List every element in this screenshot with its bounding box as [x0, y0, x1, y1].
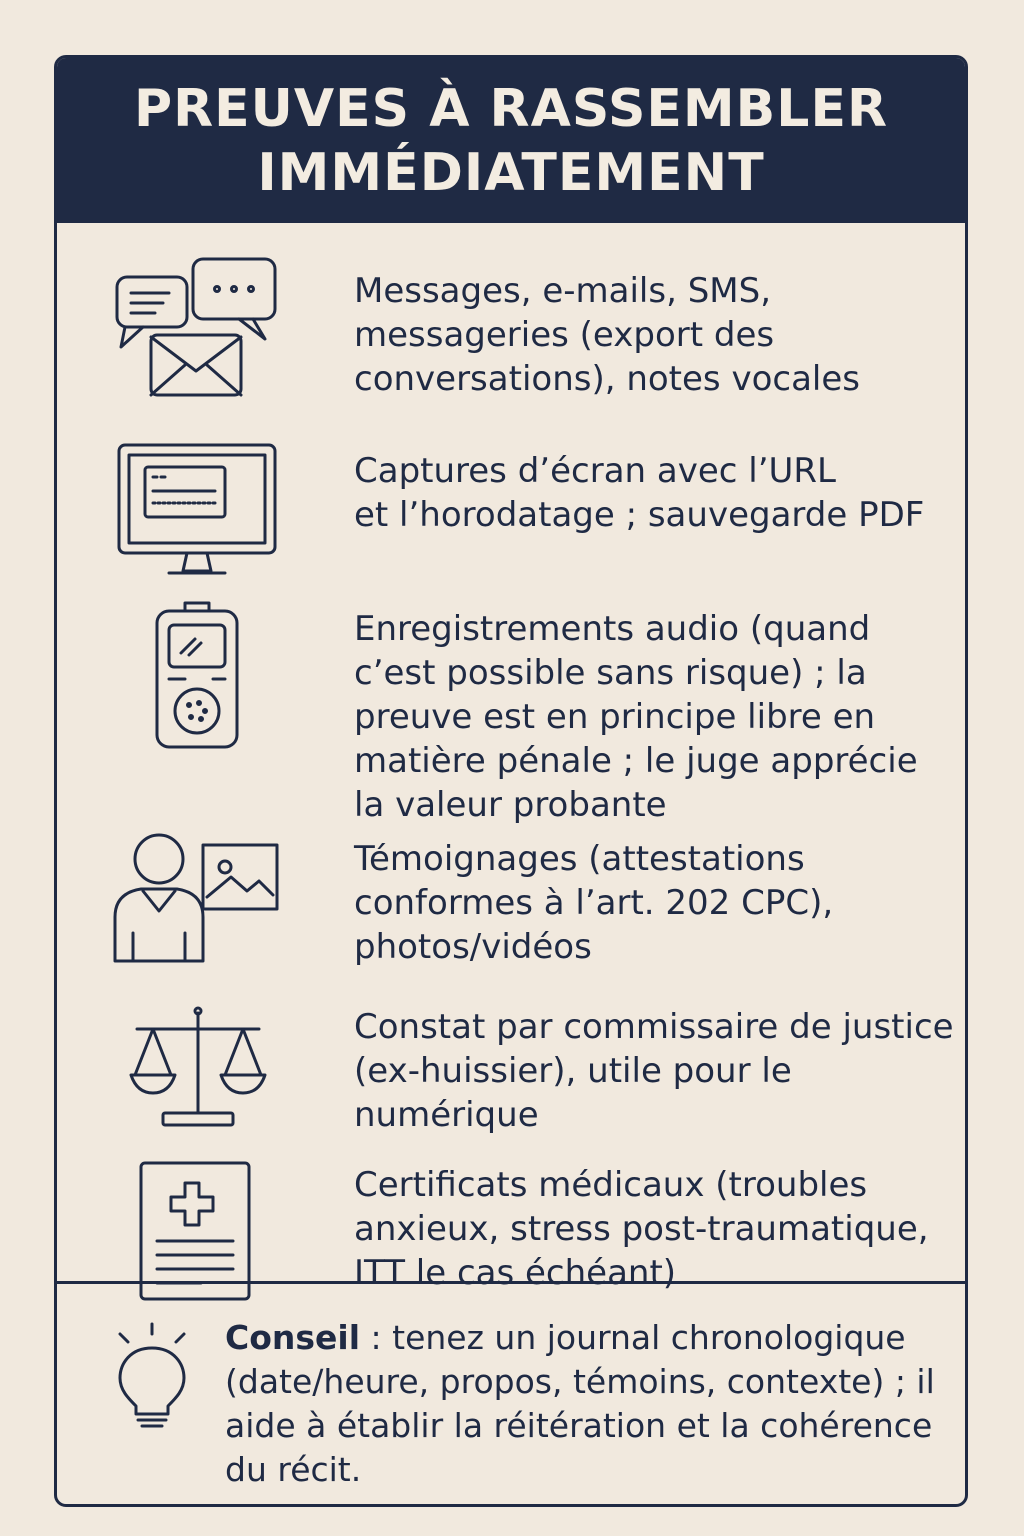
- evidence-item-testimony: [57, 833, 965, 983]
- monitor-icon: [107, 439, 287, 589]
- lightbulb-icon: [112, 1320, 192, 1430]
- advice-text: [225, 1316, 945, 1492]
- evidence-item-bailiff: [57, 1001, 965, 1135]
- evidence-text-bailiff: Constat par commissaire de justice (ex-huissier), utile pour le numérique: [354, 1007, 954, 1135]
- evidence-text-messages: Messages, e-mails, SMS, messageries (export des conversations), notes vocales: [354, 271, 860, 399]
- evidence-text-audio: Enregistrements audio (quand c’est possible sans risque) ; la preuve est en principe libre en matière pénale ; le juge apprécie la valeur probante: [354, 609, 918, 825]
- witness-photo-icon: [107, 833, 287, 983]
- page-title: [101, 77, 921, 205]
- evidence-text-medical: Certificats médicaux (troubles anxieux, stress post-traumatique, ITT le cas échéant): [354, 1165, 929, 1293]
- evidence-list: [57, 223, 965, 1293]
- evidence-item-screenshots: [57, 435, 965, 575]
- title-line-2: IMMÉDIATEMENT: [257, 142, 765, 203]
- evidence-text-screenshots: Captures d’écran avec l’URL et l’horodatage ; sauvegarde PDF: [354, 451, 925, 535]
- title-line-1: PREUVES À RASSEMBLER: [133, 78, 889, 139]
- advice-label: Conseil: [225, 1318, 361, 1357]
- evidence-text-testimony: Témoignages (attestations conformes à l’art. 202 CPC), photos/vidéos: [354, 839, 834, 967]
- advice-body: : tenez un journal chronologique (date/heure, propos, témoins, contexte) ; il aide à établir la réitération et la cohérence du récit.: [225, 1318, 935, 1489]
- advice-section: [57, 1281, 965, 1507]
- scales-icon: [123, 1003, 273, 1133]
- messages-icon: [107, 257, 287, 407]
- evidence-item-audio: [57, 593, 965, 825]
- evidence-item-messages: [57, 253, 965, 403]
- audio-recorder-icon: [143, 599, 253, 749]
- header-banner: [57, 58, 965, 223]
- evidence-card: [54, 55, 968, 1507]
